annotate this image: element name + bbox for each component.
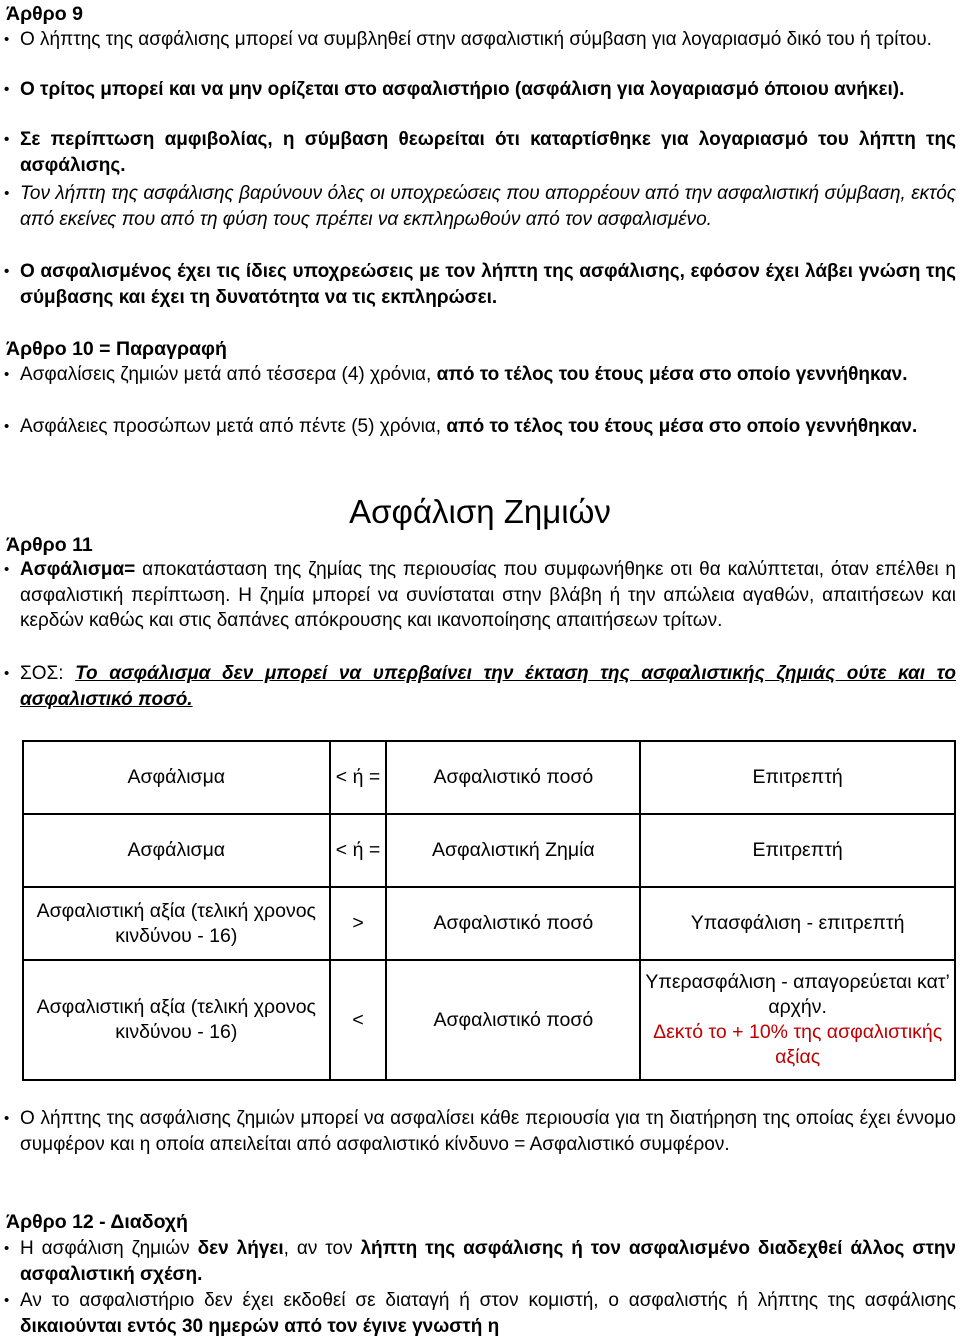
article-10-item-1-text: Ασφαλίσεις ζημιών μετά από τέσσερα (4) χρόνια,: [20, 364, 437, 385]
table-cell: Ασφαλιστικό ποσό: [386, 887, 640, 960]
article-9-item-5: • Ο ασφαλισμένος έχει τις ίδιες υποχρεώσεις με τον λήπτη της ασφάλισης, εφόσον έχει λάβει γνώση της σύμβασης και έχει τη δυνατότητα να τις εκπληρώσει.: [20, 259, 956, 310]
article-12-item-1-bold-b: λήπτη της ασφάλισης ή τον ασφαλισμένο διαδεχθεί άλλος στην ασφαλιστική σχέση.: [20, 1238, 956, 1285]
article-11-item-2: [20, 661, 956, 712]
table-cell: Ασφαλιστική Ζημία: [386, 814, 640, 887]
coverage-comparison-table: [22, 740, 956, 1081]
table-cell: <: [330, 960, 387, 1080]
article-9-item-1: • Ο λήπτης της ασφάλισης μπορεί να συμβληθεί στην ασφαλιστική σύμβαση για λογαριασμό δικό του ή τρίτου.: [20, 27, 956, 53]
table-cell: Επιτρεπτή: [640, 814, 955, 887]
table-cell: < ή =: [330, 814, 387, 887]
table-cell: Επιτρεπτή: [640, 741, 955, 814]
table-cell: Ασφάλισμα: [23, 814, 330, 887]
article-11-heading: Άρθρο 11: [6, 534, 93, 556]
article-12-heading: Άρθρο 12 - Διαδοχή: [6, 1211, 188, 1233]
table-row: [23, 887, 955, 960]
table-cell: Υπασφάλιση - επιτρεπτή: [640, 887, 955, 960]
article-12-item-1-text-b: , αν τον: [283, 1238, 361, 1259]
table-row: [23, 741, 955, 814]
table-cell: Ασφάλισμα: [23, 741, 330, 814]
table-cell: Ασφαλιστικό ποσό: [386, 960, 640, 1080]
article-12-item-1: [20, 1236, 956, 1287]
table-cell: [640, 960, 955, 1080]
article-11-item-1: [20, 557, 956, 634]
article-12-item-1-text-a: Η ασφάλιση ζημιών: [20, 1238, 198, 1259]
article-10-item-1-bold: από το τέλος του έτους μέσα στο οποίο γεννήθηκαν.: [436, 364, 908, 385]
article-10-item-2: [20, 414, 956, 440]
table-cell-note: Δεκτό το + 10% της ασφαλιστικής αξίας: [653, 1021, 943, 1068]
article-11-item-2-label: ΣΟΣ:: [20, 663, 76, 684]
table-cell: Ασφαλιστική αξία (τελική χρονος κινδύνου - 16): [23, 887, 330, 960]
table-cell-result: Υπερασφάλιση - απαγορεύεται κατ’ αρχήν.: [645, 971, 950, 1018]
insurable-interest-item: • Ο λήπτης της ασφάλισης ζημιών μπορεί να ασφαλίσει κάθε περιουσία για τη διατήρηση της οποίας έχει έννομο συμφέρον και η οποία απειλείται από ασφαλιστικό κίνδυνο = Ασφαλιστικό συμφέρον.: [20, 1106, 956, 1157]
article-10-item-1: [20, 362, 956, 388]
article-10-item-2-text: Ασφάλειες προσώπων μετά από πέντε (5) χρόνια,: [20, 416, 447, 437]
article-12-item-2-bold: δικαιούνται εντός 30 ημερών από τον έγινε γνωστή η: [20, 1315, 500, 1337]
article-12-item-2-text: Αν το ασφαλιστήριο δεν έχει εκδοθεί σε διαταγή ή στον κομιστή, ο ασφαλιστής ή λήπτης της ασφάλισης: [20, 1290, 956, 1311]
article-9-item-4: • Τον λήπτη της ασφάλισης βαρύνουν όλες οι υποχρεώσεις που απορρέουν από την ασφαλιστική σύμβαση, εκτός από εκείνες που από τη φύση τους πρέπει να εκπληρωθούν από τον ασφαλισμένο.: [20, 181, 956, 232]
article-12-item-2: [20, 1288, 956, 1339]
article-9-item-2: • Ο τρίτος μπορεί και να μην ορίζεται στο ασφαλιστήριο (ασφάλιση για λογαριασμό όποιου ανήκει).: [20, 77, 956, 103]
article-10-heading: Άρθρο 10 = Παραγραφή: [6, 338, 227, 360]
table-row: [23, 960, 955, 1080]
table-cell: < ή =: [330, 741, 387, 814]
article-10-item-2-bold: από το τέλος του έτους μέσα στο οποίο γεννήθηκαν.: [446, 416, 918, 437]
table-row: [23, 814, 955, 887]
section-title: Ασφάλιση Ζημιών: [349, 493, 611, 530]
table-cell: Ασφαλιστική αξία (τελική χρονος κινδύνου - 16): [23, 960, 330, 1080]
article-9-heading: Άρθρο 9: [6, 3, 83, 25]
table-cell: Ασφαλιστικό ποσό: [386, 741, 640, 814]
article-9-item-3: • Σε περίπτωση αμφιβολίας, η σύμβαση θεωρείται ότι καταρτίσθηκε για λογαριασμό του λήπτη της ασφάλισης.: [20, 127, 956, 178]
article-11-item-1-bold: Ασφάλισμα=: [20, 559, 136, 580]
table-cell: >: [330, 887, 387, 960]
article-11-item-2-emphasis: Το ασφάλισμα δεν μπορεί να υπερβαίνει την έκταση της ασφαλιστικής ζημιάς ούτε και το ασφαλιστικό ποσό.: [20, 663, 957, 710]
article-11-item-1-text: αποκατάσταση της ζημίας της περιουσίας που συμφωνήθηκε οτι θα καλύπτεται, όταν επέλθει η ασφαλιστική περίπτωση. Η ζημία μπορεί να συνίσταται στην βλάβη ή την απώλεια αγαθών, απαιτήσεων και κερδών καθώς και στις δαπάνες απόκρουσης και ικανοποίησης απαιτήσεων τρίτων.: [20, 559, 956, 631]
article-12-item-1-bold-a: δεν λήγει: [197, 1238, 284, 1259]
